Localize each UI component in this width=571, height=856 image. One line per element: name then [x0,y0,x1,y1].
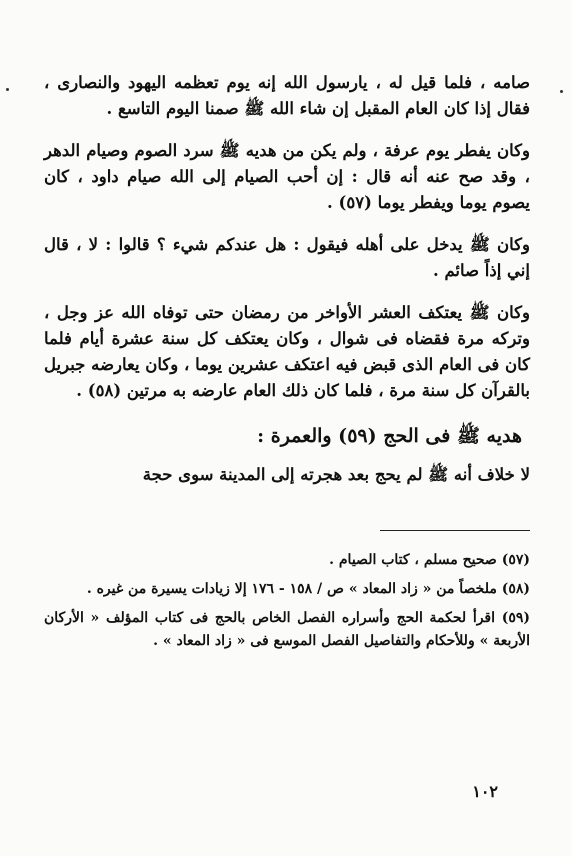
paragraph-hajj-intro: لا خلاف أنه ﷺ لم يحج بعد هجرته إلى المدينة سوى حجة [142,465,530,484]
footnote-57: (٥٧) صحيح مسلم ، كتاب الصيام . [329,552,530,568]
paragraph-itikaf: وكان ﷺ يعتكف العشر الأواخر من رمضان حتى توفاه الله عز وجل ، وتركه مرة فقضاه فى شوال ، وكان يعتكف كل سنة عشرة أيام فلما كان فى العام الذى قبض فيه اعتكف عشرين يوما ، وكان يعارضه جبريل بالقرآن كل سنة مرة ، فلما كان ذلك العام عارضه به مرتين (٥٨) . [44,303,530,400]
paragraph-fasting-arafah: وكان يفطر يوم عرفة ، ولم يكن من هديه ﷺ سرد الصوم وصيام الدهر ، وقد صح عنه أنه قال : إن أحب الصيام إلى الله صيام داود ، كان يصوم يوما ويفطر يوما (٥٧) . [44,141,530,212]
footnote-58: (٥٨) ملخصاً من « زاد المعاد » ص / ١٥٨ - ١٧٦ إلا زيادات يسيرة من غيره . [86,581,530,597]
scan-speck [560,90,563,93]
footnote-separator [380,530,530,531]
book-page [44,70,530,653]
scan-speck [6,88,9,91]
page-number: ١٠٢ [472,782,498,801]
section-heading-hajj: هديه ﷺ فى الحج (٥٩) والعمرة : [257,425,522,447]
paragraph-fasting-ashura: صامه ، فلما قيل له ، يارسول الله إنه يوم تعظمه اليهود والنصارى ، فقال إذا كان العام المقبل إن شاء الله ﷺ صمنا اليوم التاسع . [44,73,530,118]
footnote-59: (٥٩) اقرأ لحكمة الحج وأسراره الفصل الخاص بالحج فى كتاب المؤلف « الأركان الأربعة » وللأحكام والتفاصيل الفصل الموسع فى « زاد المعاد » . [44,610,530,649]
paragraph-fasting-intention: وكان ﷺ يدخل على أهله فيقول : هل عندكم شيء ؟ قالوا : لا ، قال إني إذاً صائم . [44,235,530,280]
